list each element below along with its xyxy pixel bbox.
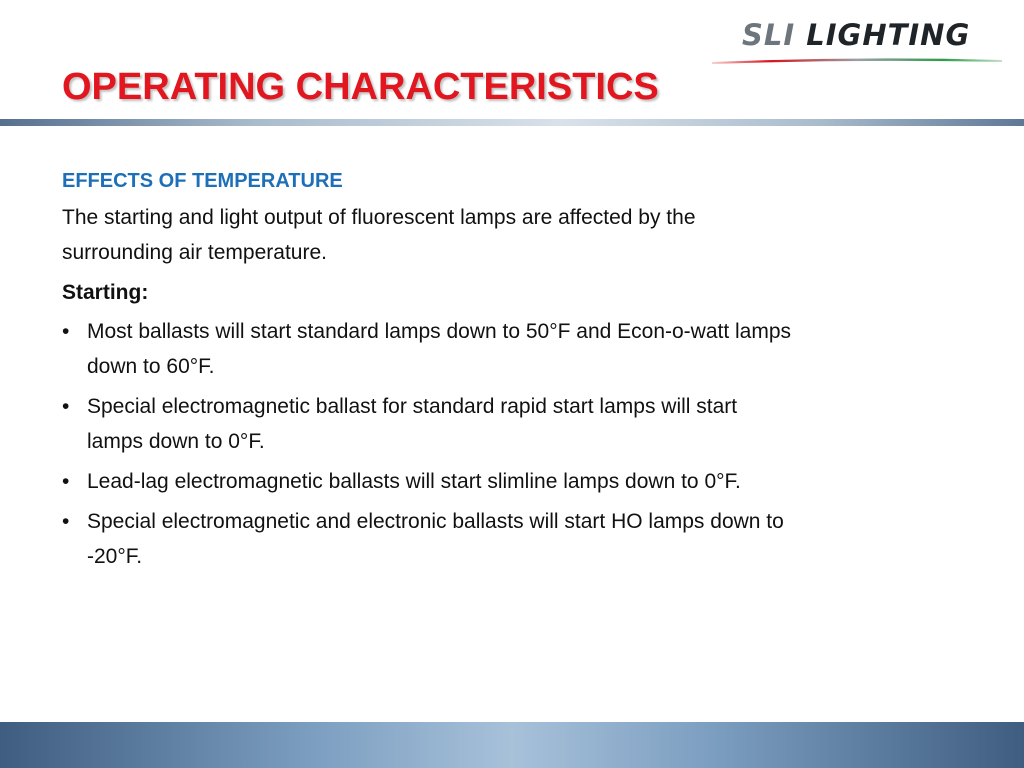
title-divider: [0, 119, 1024, 126]
bullet-dot: •: [62, 470, 70, 493]
bullet-dot: •: [62, 395, 70, 418]
bullet-text-line-1: Special electromagnetic ballast for standard rapid start lamps will start: [87, 395, 738, 418]
logo-lighting-text: LIGHTING: [806, 18, 971, 52]
bullet-text-line-2: lamps down to 0°F.: [87, 430, 265, 453]
slide-title: OPERATING CHARACTERISTICS: [62, 66, 659, 108]
sli-lighting-logo: [712, 18, 1012, 68]
section-heading: EFFECTS OF TEMPERATURE: [62, 170, 343, 192]
bullet-dot: •: [62, 510, 70, 533]
list-item: [62, 314, 962, 384]
bullet-text-line-1: Most ballasts will start standard lamps down to 50°F and Econ-o-watt lamps: [87, 320, 792, 343]
bullet-dot: •: [62, 320, 70, 343]
bullet-text-line-1: Special electromagnetic and electronic ballasts will start HO lamps down to: [87, 510, 784, 533]
list-item: [62, 389, 962, 459]
intro-line-2: surrounding air temperature.: [62, 241, 327, 264]
footer-bar: [0, 722, 1024, 768]
bullet-text-line-1: Lead-lag electromagnetic ballasts will start slimline lamps down to 0°F.: [87, 470, 741, 493]
intro-paragraph: [62, 200, 962, 270]
logo-sli-text: SLI: [742, 18, 796, 52]
logo-wordmark: [742, 18, 970, 52]
bullet-text-line-2: down to 60°F.: [87, 355, 215, 378]
bullet-text-line-2: -20°F.: [87, 545, 143, 568]
slide-content: [62, 165, 962, 579]
bullet-list: [62, 314, 962, 574]
list-item: [62, 464, 962, 499]
intro-line-1: The starting and light output of fluorescent lamps are affected by the: [62, 206, 696, 229]
logo-swoosh-icon: [712, 56, 1002, 64]
starting-subheading: Starting:: [62, 281, 149, 304]
list-item: [62, 504, 962, 574]
